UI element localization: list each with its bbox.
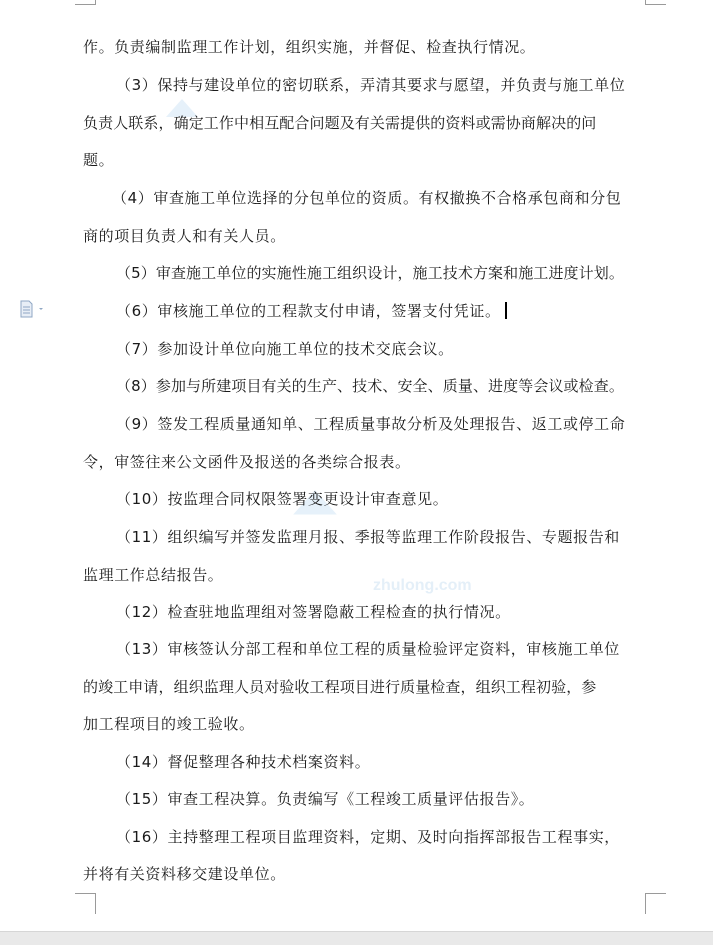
paragraph-line: （3）保持与建设单位的密切联系，弄清其要求与愿望，并负责与施工单位 — [116, 76, 626, 94]
text-cursor — [505, 302, 507, 319]
paragraph-line: （15）审查工程决算。负责编写《工程竣工质量评估报告》。 — [116, 790, 535, 808]
paragraph-line: 令，审签往来公文函件及报送的各类综合报表。 — [83, 453, 411, 471]
paragraph-line-with-cursor[interactable] — [83, 301, 686, 321]
paragraph-line: 题。 — [83, 151, 115, 169]
watermark-text: zhulong.com — [373, 577, 472, 594]
paragraph-line: （12）检查驻地监理组对签署隐蔽工程检查的执行情况。 — [116, 603, 511, 621]
paragraph-line: （16）主持整理工程项目监理资料，定期、及时向指挥部报告工程事实， — [116, 828, 620, 846]
paragraph-line: 负责人联系，确定工作中相互配合问题及有关需提供的资料或需协商解决的问 — [83, 114, 597, 132]
paragraph-line: 加工程项目的竣工验收。 — [83, 715, 255, 733]
page-corner-mark — [75, 0, 96, 5]
paragraph-line: （14）督促整理各种技术档案资料。 — [116, 753, 371, 771]
page-corner-mark — [75, 893, 96, 914]
paragraph-line: 作。负责编制监理工作计划，组织实施，并督促、检查执行情况。 — [83, 38, 536, 56]
paragraph-line: 并将有关资料移交建设单位。 — [83, 865, 286, 883]
page-corner-mark — [645, 0, 666, 5]
paragraph-line: （8）参加与所建项目有关的生产、技术、安全、质量、进度等会议或检查。 — [116, 377, 624, 395]
page-gap — [0, 931, 713, 945]
document-options-icon[interactable] — [19, 300, 49, 318]
paragraph-line: （5）审查施工单位的实施性施工组织设计，施工技术方案和施工进度计划。 — [116, 264, 624, 282]
paragraph-line: （13）审核签认分部工程和单位工程的质量检验评定资料，审核施工单位 — [116, 640, 620, 658]
paragraph-line: （7）参加设计单位向施工单位的技术交底会议。 — [116, 340, 454, 358]
paragraph-line: 监理工作总结报告。 — [83, 566, 224, 584]
paragraph-line: （10）按监理合同权限签署变更设计审查意见。 — [116, 490, 449, 508]
paragraph-line: （4）审查施工单位选择的分包单位的资质。有权撤换不合格承包商和分包 — [112, 189, 622, 207]
paragraph-text: （6）审核施工单位的工程款支付申请，签署支付凭证。 — [116, 302, 501, 320]
paragraph-line: （11）组织编写并签发监理月报、季报等监理工作阶段报告、专题报告和 — [116, 528, 620, 546]
paragraph-line: 商的项目负责人和有关人员。 — [83, 227, 286, 245]
paragraph-line: （9）签发工程质量通知单、工程质量事故分析及处理报告、返工或停工命 — [116, 415, 626, 433]
paragraph-line: 的竣工申请，组织监理人员对验收工程项目进行质量检查，组织工程初验，参 — [83, 678, 597, 696]
page-corner-mark — [645, 893, 666, 914]
